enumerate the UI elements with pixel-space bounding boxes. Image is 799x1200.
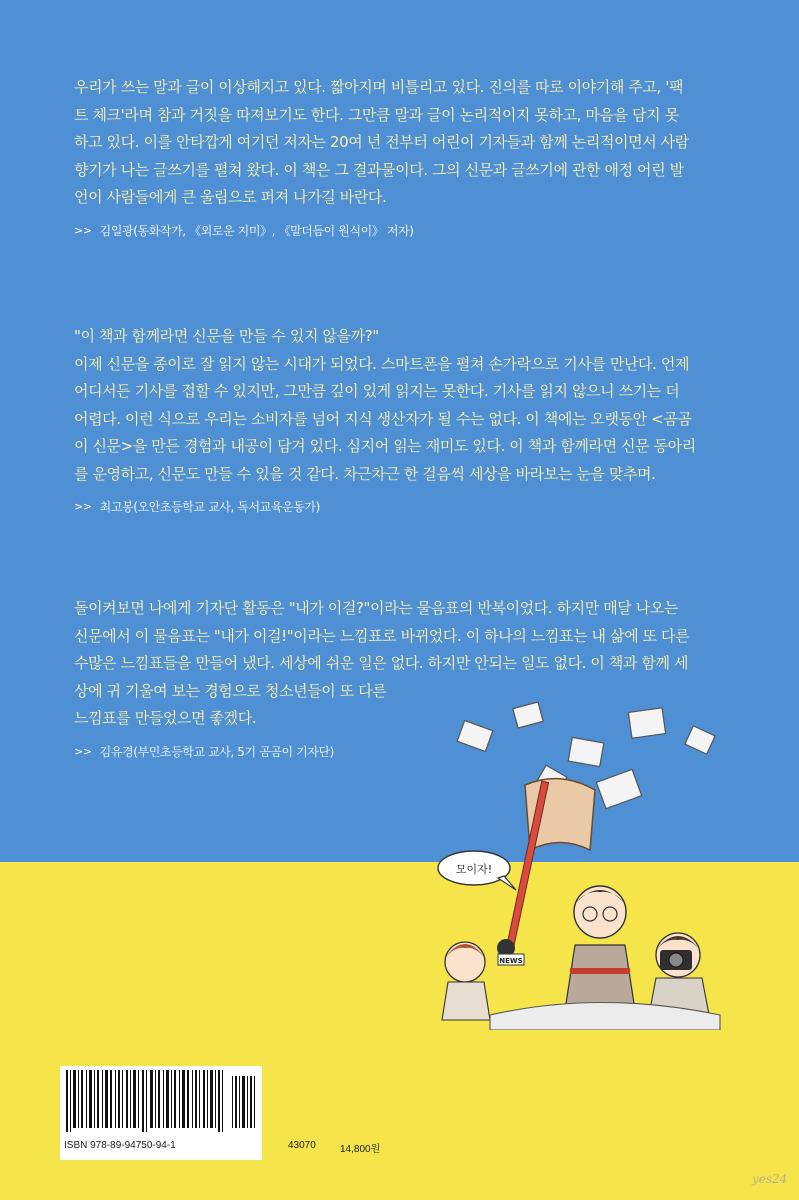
credit-name: 최고봉(오안초등학교 교사, 독서교육운동가)	[99, 500, 320, 514]
endorsement-2	[74, 323, 724, 515]
credit-name: 김일광(동화작가, 《외로운 지미》, 《말더듬이 원식이》 저자)	[99, 223, 414, 238]
kids-newspaper-illustration	[420, 700, 799, 1030]
credit-marker: >>	[74, 223, 92, 237]
speech-bubble-text: 모이자!	[455, 863, 493, 876]
price: 14,800원	[340, 1144, 381, 1155]
center-kid-icon	[565, 886, 635, 1010]
mic-label: NEWS	[499, 957, 523, 965]
endorsement-credit	[74, 498, 724, 515]
endorsement-credit	[74, 222, 724, 239]
speech-bubble	[438, 851, 516, 890]
endorsement-text: "이 책과 함께라면 신문을 만들 수 있지 않을까?" 이제 신문을 종이로 잘 읽지 않는 시대가 되었다. 스마트폰을 펼쳐 손가락으로 기사를 만난다. 언제 어디서든 기사를 접할 수 있지만, 그만큼 깊이 있게 읽지는 못한다. 기사를 읽지 않으니 쓰기는 더 어렵다. 이런 식으로 우리는 소비자를 넘어 지식 생산자가 될 수는 없다. 이 책에는 오랫동안 <곰곰 이 신문>을 만든 경험과 내공이 담겨 있다. 심지어 읽는 재미도 있다. 이 책과 함께라면 신문 동아리 를 운영하고, 신문도 만들 수 있을 것 같다. 차근차근 한 걸음씩 세상을 바라보는 눈을 맞추며.	[74, 327, 696, 483]
reporter-girl-icon	[442, 942, 490, 1020]
isbn-number: ISBN 978-89-94750-94-1	[64, 1140, 176, 1151]
credit-marker: >>	[74, 500, 92, 513]
endorsement-text: 우리가 쓰는 말과 글이 이상해지고 있다. 짧아지며 비틀리고 있다. 진의를 따로 이야기해 주고, '팩 트 체크'라며 참과 거짓을 따져보기도 한다. 그만큼 말과 글이 논리적이지 못하고, 마음을 담지 못 하고 있다. 이를 안타깝게 여기던 저자는 20여 년 전부터 어린이 기자들과 함께 논리적이면서 사람 향기가 나는 글쓰기를 펼쳐 왔다. 이 책은 그 결과물이다. 그의 신문과 글쓰기에 관한 애정 어린 발 언이 사람들에게 큰 울림으로 퍼져 나가길 바란다.	[74, 78, 689, 206]
credit-name: 김유경(부민초등학교 교사, 5기 곰곰이 기자단)	[99, 744, 334, 759]
isbn-addon-code: 43070	[288, 1140, 316, 1151]
isbn-line	[64, 1140, 176, 1151]
barcode-icon	[60, 1066, 262, 1136]
endorsement-1	[74, 74, 724, 239]
credit-marker: >>	[74, 744, 92, 758]
watermark: yes24	[752, 1172, 788, 1186]
endorsement-text: 돌이켜보면 나에게 기자단 활동은 "내가 이걸?"이라는 물음표의 반복이었다. 하지만 매달 나오는 신문에서 이 물음표는 "내가 이걸!"이라는 느낌표로 바뀌었다. 이 하나의 느낌표는 내 삶에 또 다른 수많은 느낌표들을 만들어 냈다. 세상에 쉬운 일은 없다. 하지만 안되는 일도 없다. 이 책과 함께 세 상에 귀 기울여 보는 경험으로 청소년들이 또 다른 느낌표를 만들었으면 좋겠다.	[74, 599, 690, 727]
microphone-icon	[497, 939, 524, 965]
